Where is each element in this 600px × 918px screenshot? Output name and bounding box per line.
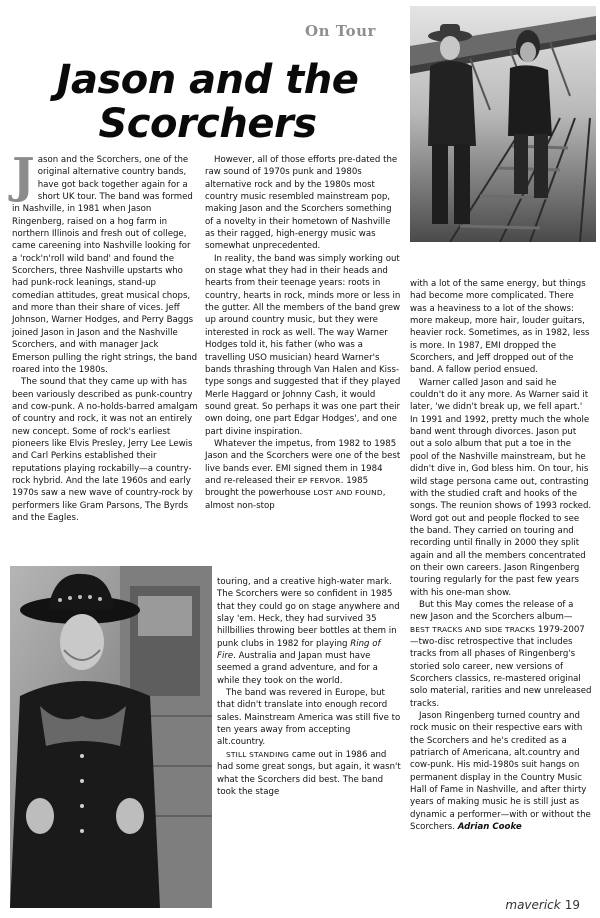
- railway-photo-art: [410, 6, 596, 242]
- paragraph: touring, and a creative high-water mark. The Scorchers were so confident in 1985 that they could go on stage anywhere and slay 'em. Heck, they had survived 35 hillbillies throwing beer bottles at them in punk clubs in 1982 for playing Ring of Fire. Australia and Japan must have seemed a grand adventure, and for a while they took on the world.: [217, 577, 400, 686]
- article-column-2-continued: [217, 576, 401, 798]
- drop-cap: J: [12, 148, 35, 204]
- page-footer: [505, 898, 580, 912]
- paragraph: In reality, the band was simply working out on stage what they had in their heads and hearts from their teenage years: roots in country, hearts in rock, minds more or less in the gutter. All the members of the band grew up around country music, but they were interested in rock as well. The way Warner Hodges told it, his father (who was a travelling USO musician) heard Warner's bands thrashing through Van Halen and Kiss-type songs and suggested that if they played Merle Haggard or Johnny Cash, it would sound great. So perhaps it was one part their own doing, one part Edgar Hodges', and one part divine inspiration.: [205, 253, 401, 437]
- band-photo-railway: [410, 6, 596, 242]
- paragraph: However, all of those efforts pre-dated the raw sound of 1970s punk and 1980s alternative rock and by the 1980s most country music resembled mainstream pop, making Jason and the Scorchers something of a novelty in their hometown of Nashville as their ragged, high-energy music was somewhat unprecedented.: [205, 155, 398, 252]
- section-label: On Tour: [305, 22, 376, 40]
- paragraph: The band was revered in Europe, but that didn't translate into enough record sales. Mainstream America was still five to ten years away from accepting alt.country.: [217, 688, 401, 748]
- paragraph: Warner called Jason and said he couldn't do it any more. As Warner said it later, 'we didn't break up, we fell apart.' In 1991 and 1992, pretty much the whole band went through divorces. Jason put out a solo album that put a toe in the pool of the Nashville mainstream, but he didn't dive in, God bless him. On tour, his wild stage persona came out, contrasting with the studied craft and hooks of the songs. The reunion shows of 1993 rocked. Word got out and people flocked to see the band. They carried on touring and recording until finally in 2000 they split again and all the members concentrated on their own careers. Jason Ringenberg touring regularly for the past few years with his one-man show.: [410, 377, 592, 598]
- paragraph: STILL STANDING came out in 1986 and had some great songs, but again, it wasn't what the Scorchers did best. The band took the stage: [217, 749, 401, 797]
- paragraph: Jason Ringenberg turned country and rock music on their respective ears with the Scorchers and he's credited as a patriarch of Americana, alt.country and cow-punk. His mid-1980s suit hangs on permanent display in the Country Music Hall of Fame in Nashville, and after thirty years of making music he is still just as dynamic a performer—with or without the Scorchers. Adrian Cooke: [410, 711, 591, 833]
- author-byline: Adrian Cooke: [457, 822, 522, 833]
- article-column-3: [410, 278, 592, 833]
- paragraph: Whatever the impetus, from 1982 to 1985 Jason and the Scorchers were one of the best live bands ever. EMI signed them in 1984 and re-released their EP FERVOR. 1985 brought the powerhouse LOST AND FOUND, almost non-stop: [205, 438, 401, 511]
- paragraph: But this May comes the release of a new Jason and the Scorchers album—BEST TRACKS AND SIDE TRACKS 1979-2007—two-disc retrospective that includes tracks from all phases of Ringenberg's storied solo career, new versions of Scorchers classics, re-mastered original solo material, rarities and new unreleased tracks.: [410, 599, 592, 709]
- portrait-photo-art: [10, 566, 212, 908]
- jason-ringenberg-portrait: [10, 566, 212, 908]
- paragraph-intro: Jason and the Scorchers, one of the original alternative country bands, have got back together again for a short UK tour. The band was formed in Nashville, in 1981 when Jason Ringenberg, raised on a hog farm in northern Illinois and fresh out of college, came careening into Nashville looking for a 'rock'n'roll wild band' and found the Scorchers, three Nashville upstarts who had punk-rock leanings, stand-up comedian attitudes, great musical chops, and more than their share of vices. Jeff Johnson, Warner Hodges, and Perry Baggs joined Jason in Jason and the Nashville Scorchers, and with manager Jack Emerson pulling the right strings, the band roared into the 1980s.: [12, 148, 198, 375]
- page-number: 19: [564, 898, 580, 912]
- article-column-2: [205, 154, 401, 512]
- paragraph: with a lot of the same energy, but things had become more complicated. There was a heaviness to a lot of the shows: more makeup, more hair, louder guitars, heavier rock. Sometimes, as in 1982, less is more. In 1987, EMI dropped the Scorchers, and Jeff dropped out of the band. A fallow period ensued.: [410, 279, 590, 376]
- magazine-name: maverick: [505, 898, 561, 912]
- paragraph: The sound that they came up with has been variously described as punk-country and cow-punk. A no-holds-barred amalgam of country and rock, it was not an entirely new concept. Some of rock's earliest pioneers like Elvis Presley, Jerry Lee Lewis and Carl Perkins established their reputations playing rockabilly—a country-rock hybrid. And the late 1960s and early 1970s saw a new wave of country-rock by performers like Gram Parsons, The Byrds and the Eagles.: [12, 377, 198, 523]
- article-column-1: [12, 148, 198, 524]
- article-headline: Jason and the Scorchers: [56, 57, 359, 147]
